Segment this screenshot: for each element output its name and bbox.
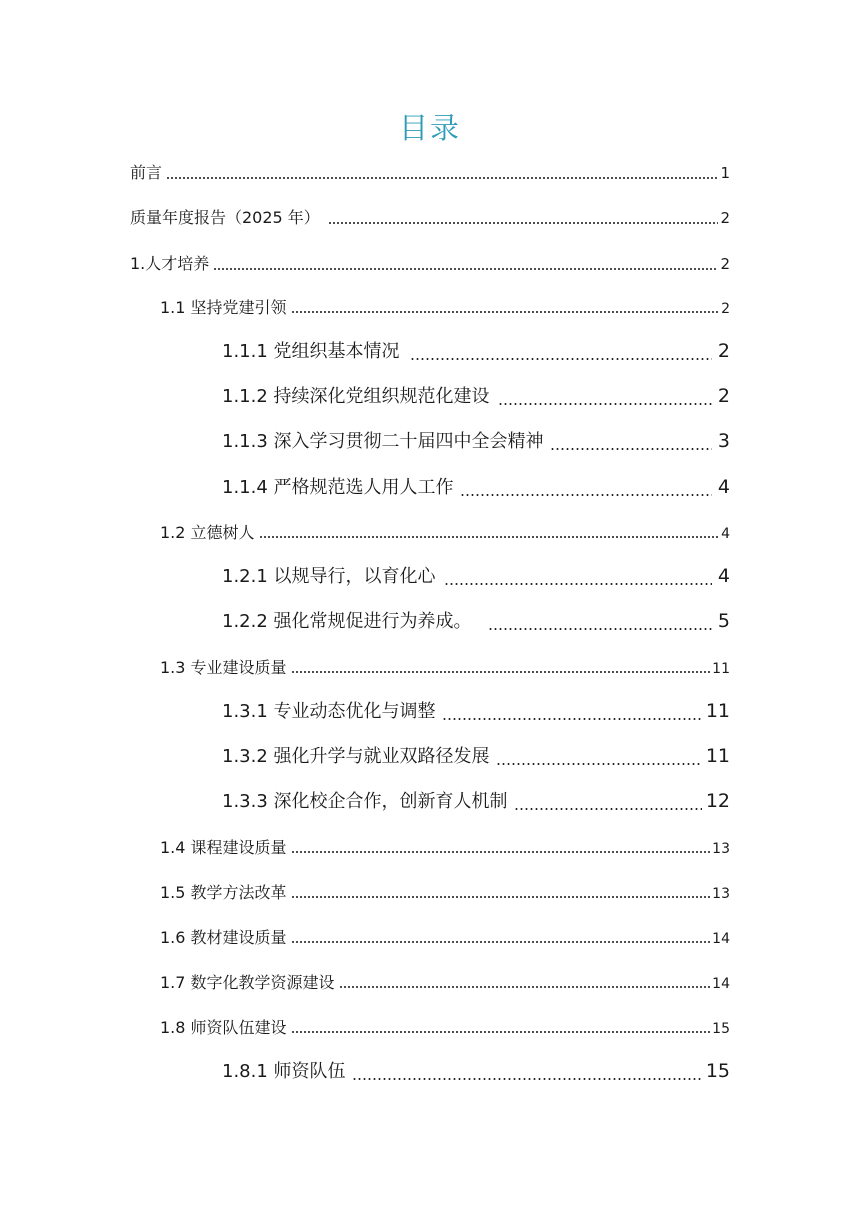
toc-entry-page: 1 bbox=[720, 164, 730, 182]
toc-entry-label: 1.8.1 师资队伍 bbox=[222, 1061, 346, 1082]
toc-entry-page: 13 bbox=[712, 841, 730, 857]
toc-entry-label: 1.3 专业建设质量 bbox=[160, 658, 287, 677]
toc-leader-dots bbox=[291, 941, 711, 943]
toc-leader-dots bbox=[213, 268, 718, 270]
toc-entry-page: 11 bbox=[705, 745, 730, 767]
toc-entry-page: 15 bbox=[705, 1060, 730, 1082]
toc-entry-label: 1.3.3 深化校企合作，创新育人机制 bbox=[222, 791, 508, 812]
toc-leader-dots bbox=[550, 448, 712, 450]
toc-entry-1-2-1[interactable] bbox=[222, 567, 730, 586]
toc-entry-1-8[interactable] bbox=[160, 1020, 730, 1036]
toc-entry-1-1[interactable] bbox=[160, 300, 730, 316]
toc-entry-page: 2 bbox=[720, 255, 730, 273]
toc-entry-page: 13 bbox=[712, 886, 730, 902]
toc-entry-page: 5 bbox=[717, 610, 730, 632]
toc-entry-preface[interactable] bbox=[130, 165, 730, 181]
toc-entry-label: 前言 bbox=[130, 163, 163, 182]
toc-leader-dots bbox=[259, 536, 720, 538]
toc-entry-page: 3 bbox=[717, 430, 730, 452]
toc-entry-label: 1.5 教学方法改革 bbox=[160, 883, 287, 902]
toc-leader-dots bbox=[460, 494, 712, 496]
toc-entry-label: 1.1 坚持党建引领 bbox=[160, 298, 287, 317]
toc-leader-dots bbox=[291, 671, 711, 673]
toc-entry-1-1-3[interactable] bbox=[222, 432, 730, 451]
toc-leader-dots bbox=[291, 896, 711, 898]
toc-entry-label: 1.1.3 深入学习贯彻二十届四中全会精神 bbox=[222, 431, 544, 452]
toc-entry-page: 11 bbox=[705, 700, 730, 722]
toc-leader-dots bbox=[328, 222, 719, 224]
toc-entry-1-6[interactable] bbox=[160, 930, 730, 946]
toc-leader-dots bbox=[410, 358, 712, 360]
toc-entry-1-4[interactable] bbox=[160, 840, 730, 856]
toc-entry-1-3-1[interactable] bbox=[222, 702, 730, 721]
toc-entry-label: 1.1.2 持续深化党组织规范化建设 bbox=[222, 386, 490, 407]
toc-entry-page: 4 bbox=[717, 565, 730, 587]
toc-entry-page: 15 bbox=[712, 1021, 730, 1037]
toc-entry-page: 2 bbox=[721, 301, 730, 317]
toc-entry-page: 14 bbox=[712, 931, 730, 947]
toc-title: 目录 bbox=[398, 111, 461, 145]
toc-entry-1-3-2[interactable] bbox=[222, 747, 730, 766]
toc-entry-1-7[interactable] bbox=[160, 975, 730, 991]
toc-entry-label: 1.4 课程建设质量 bbox=[160, 838, 287, 857]
toc-entry-label: 1.2.2 强化常规促进行为养成。 bbox=[222, 611, 472, 632]
toc-entry-1-8-1[interactable] bbox=[222, 1062, 730, 1081]
toc-entry-1-1-4[interactable] bbox=[222, 478, 730, 497]
toc-leader-dots bbox=[514, 808, 702, 810]
toc-entry-label: 1.7 数字化教学资源建设 bbox=[160, 973, 335, 992]
toc-entry-1-1-2[interactable] bbox=[222, 387, 730, 406]
toc-leader-dots bbox=[496, 763, 702, 765]
toc-entry-label: 1.2.1 以规导行，以育化心 bbox=[222, 566, 436, 587]
toc-leader-dots bbox=[498, 403, 712, 405]
toc-entry-1-5[interactable] bbox=[160, 885, 730, 901]
toc-entry-label: 1.8 师资队伍建设 bbox=[160, 1018, 287, 1037]
toc-entry-1-3-3[interactable] bbox=[222, 792, 730, 811]
toc-entry-1-1-1[interactable] bbox=[222, 342, 730, 361]
toc-leader-dots bbox=[352, 1078, 702, 1080]
toc-entry-page: 11 bbox=[712, 661, 730, 677]
toc-entry-label: 质量年度报告（2025 年） bbox=[130, 208, 320, 227]
toc-entry-page: 2 bbox=[717, 340, 730, 362]
toc-leader-dots bbox=[166, 177, 718, 179]
toc-entry-1-2[interactable] bbox=[160, 525, 730, 541]
toc-leader-dots bbox=[291, 1031, 711, 1033]
toc-entry-page: 12 bbox=[705, 790, 730, 812]
toc-leader-dots bbox=[291, 311, 720, 313]
toc-entry-label: 1.2 立德树人 bbox=[160, 523, 255, 542]
toc-entry-label: 1.6 教材建设质量 bbox=[160, 928, 287, 947]
toc-entry-1-3[interactable] bbox=[160, 660, 730, 676]
toc-entry-annual-report[interactable] bbox=[130, 210, 730, 226]
toc-leader-dots bbox=[291, 851, 711, 853]
toc-entry-page: 4 bbox=[721, 526, 730, 542]
toc-leader-dots bbox=[444, 583, 712, 585]
toc-entry-label: 1.人才培养 bbox=[130, 254, 210, 273]
toc-entry-label: 1.3.2 强化升学与就业双路径发展 bbox=[222, 746, 490, 767]
toc-leader-dots bbox=[488, 628, 712, 630]
toc-leader-dots bbox=[442, 718, 702, 720]
toc-leader-dots bbox=[339, 986, 711, 988]
toc-entry-page: 4 bbox=[717, 476, 730, 498]
toc-entry-label: 1.1.4 严格规范选人用人工作 bbox=[222, 477, 454, 498]
toc-entry-page: 2 bbox=[720, 209, 730, 227]
toc-entry-label: 1.3.1 专业动态优化与调整 bbox=[222, 701, 436, 722]
toc-entry-1-2-2[interactable] bbox=[222, 612, 730, 631]
toc-entry-page: 14 bbox=[712, 976, 730, 992]
toc-entry-label: 1.1.1 党组织基本情况 bbox=[222, 341, 400, 362]
toc-entry-page: 2 bbox=[717, 385, 730, 407]
toc-entry-talent-training[interactable] bbox=[130, 256, 730, 272]
